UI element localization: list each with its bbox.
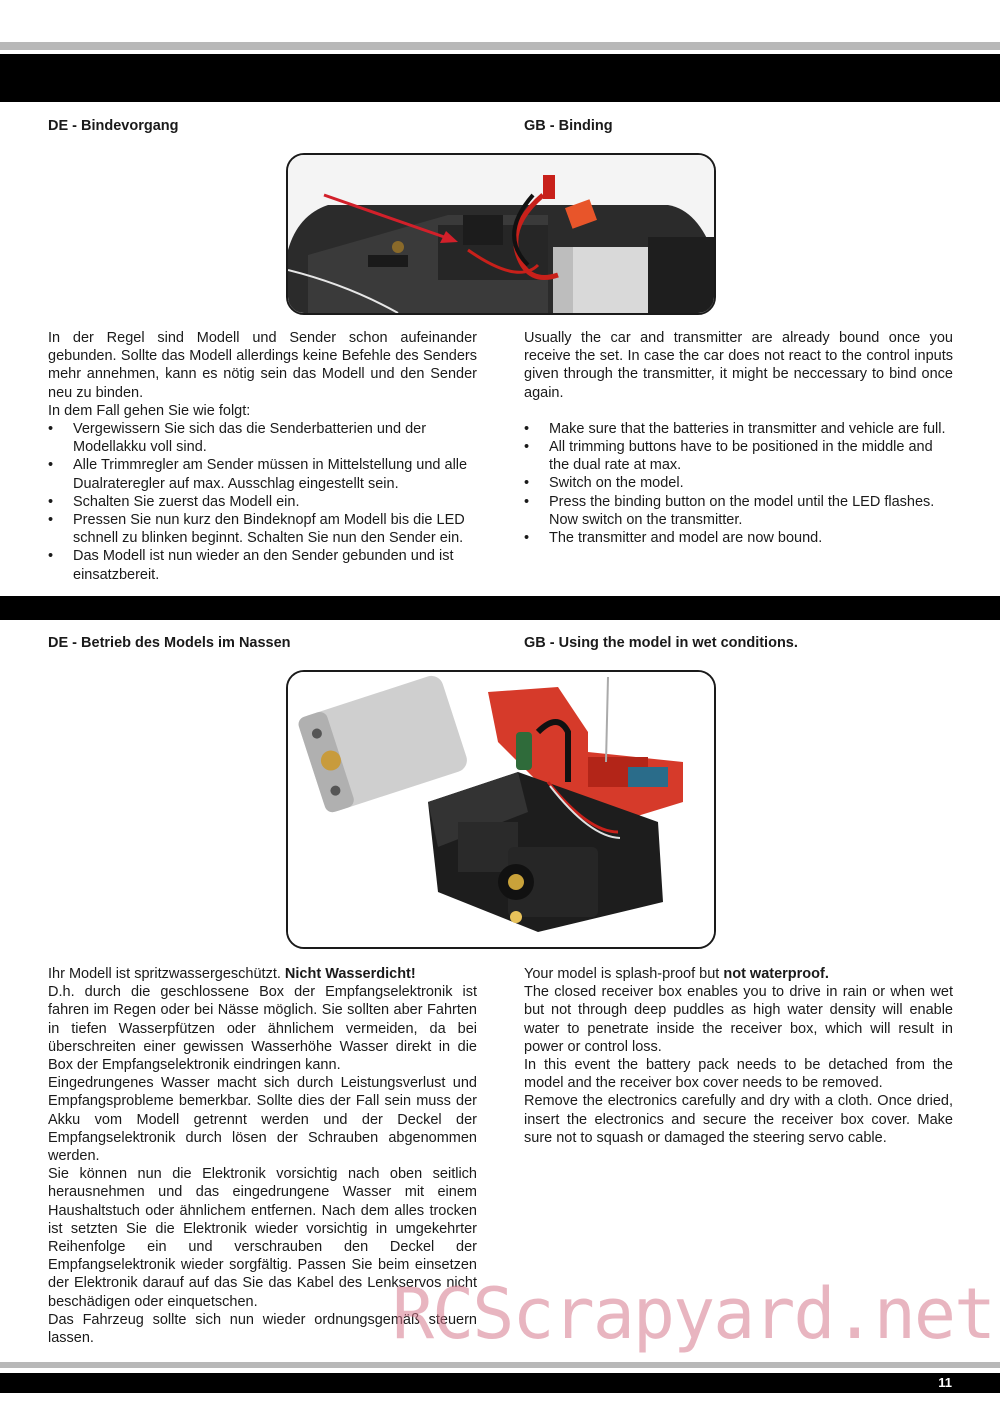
de-wet-paragraph: Sie können nun die Elektronik vorsichtig nach oben seitlich herausnehmen und das eingedrungene Wasser mit einem Haushaltstuch oder ähnlichem entfernen. Nach dem alles trocken ist setzten Sie die Elektronik wieder vorsichtig in umgekehrter Reihenfolge ein und verschrauben den Deckel der Empfangselektronik wieder sorgfältig. Passen Sie beim einsetzen der Elektronik darauf auf das Sie das Kabel des Lenkservos nicht beschädigen oder einquetschen. (48, 1166, 477, 1310)
page-number: 11 (938, 1375, 952, 1390)
list-item: • Pressen Sie nun kurz den Bindeknopf am Modell bis die LED schnell zu blinken beginnt. Schalten Sie nun den Sender ein. (48, 512, 465, 547)
list-item: • Vergewissern Sie sich das die Senderbatterien und der Modellakku voll sind. (48, 421, 427, 456)
de-wet-paragraph: D.h. durch die geschlossene Box der Empfangselektronik ist fahren im Regen oder bei Nässe möglich. Sie sollten aber Fahrten in tiefen Wasserpfützen oder ähnlichem vermeiden, da bei überschreiten einer gewissen Wasserhöhe Wasser direkt in die Box der Empfangselektronik eindringen kann. (48, 984, 477, 1074)
list-item: • Alle Trimmregler am Sender müssen in Mittelstellung und alle Dualrateregler auf max. Ausschlag eingestellt sein. (48, 457, 468, 492)
de-wet-paragraph: Eingedrungenes Wasser macht sich durch Leistungsverlust und Empfangsprobleme bemerkbar. Sollte dies der Fall sein muss der Akku vom Modell getrennt werden und der Deckel der Empfangselektronik durch lösen der Schrauben abgenommen werden. (48, 1075, 477, 1165)
list-item: • All trimming buttons have to be positioned in the middle and the dual rate at max. (524, 439, 933, 474)
de-wet-paragraph: Das Fahrzeug sollte sich nun wieder ordnungsgemäß steuern lassen. (48, 1311, 477, 1347)
section-divider-bar (0, 596, 1000, 620)
gb-wet-text (524, 965, 953, 1147)
header-black-bar (0, 54, 1000, 102)
de-binding-steps-lead: In dem Fall gehen Sie wie folgt: (48, 402, 251, 419)
footer-black-bar (0, 1373, 1000, 1393)
list-item: • Switch on the model. (524, 475, 684, 492)
heading-gb-wet: GB - Using the model in wet conditions. (524, 635, 798, 651)
heading-de-wet: DE - Betrieb des Models im Nassen (48, 635, 291, 651)
de-binding-text (48, 329, 477, 584)
list-item: • The transmitter and model are now bound. (524, 530, 823, 547)
heading-gb-binding: GB - Binding (524, 118, 613, 134)
bottom-gray-rule (0, 1362, 1000, 1368)
list-item: • Das Modell ist nun wieder an den Sender gebunden und ist einsatzbereit. (48, 548, 454, 583)
receiver-box-photo (286, 670, 716, 949)
gb-wet-paragraph: The closed receiver box enables you to drive in rain or when wet but not through deep puddles as high water density will enable water to penetrate inside the receiver box, which will result in power or control loss. (524, 984, 953, 1055)
de-wet-lead: Ihr Modell ist spritzwassergeschützt. Nicht Wasserdicht! (48, 966, 416, 982)
gb-binding-list (524, 420, 953, 547)
gb-wet-paragraph: In this event the battery pack needs to be detached from the model and the receiver box cover needs to be removed. (524, 1057, 953, 1092)
top-gray-rule (0, 42, 1000, 50)
watermark: RCScrapyard.net (392, 1273, 995, 1355)
list-item: • Schalten Sie zuerst das Modell ein. (48, 493, 300, 510)
heading-de-binding: DE - Bindevorgang (48, 118, 179, 134)
gb-wet-lead: Your model is splash-proof but not waterproof. (524, 966, 829, 982)
gb-binding-text (524, 329, 953, 547)
gb-binding-intro: Usually the car and transmitter are already bound once you receive the set. In case the car does not react to the control inputs given through the transmitter, it might be neccessary to bind once again. (524, 330, 953, 401)
de-binding-intro: In der Regel sind Modell und Sender schon aufeinander gebunden. Sollte das Modell allerdings keine Befehle des Senders mehr annehmen, kann es nötig sein das Modell und den Sender neu zu binden. (48, 330, 477, 401)
list-item: • Make sure that the batteries in transmitter and vehicle are full. (524, 420, 946, 437)
gb-wet-paragraph: Remove the electronics carefully and dry with a cloth. Once dried, insert the electronics and secure the receiver box cover. Make sure not to squash or damaged the steering servo cable. (524, 1093, 953, 1146)
binding-photo (286, 153, 716, 315)
list-item: • Press the binding button on the model until the LED flashes. Now switch on the transmitter. (524, 493, 935, 528)
de-binding-list (48, 420, 477, 584)
